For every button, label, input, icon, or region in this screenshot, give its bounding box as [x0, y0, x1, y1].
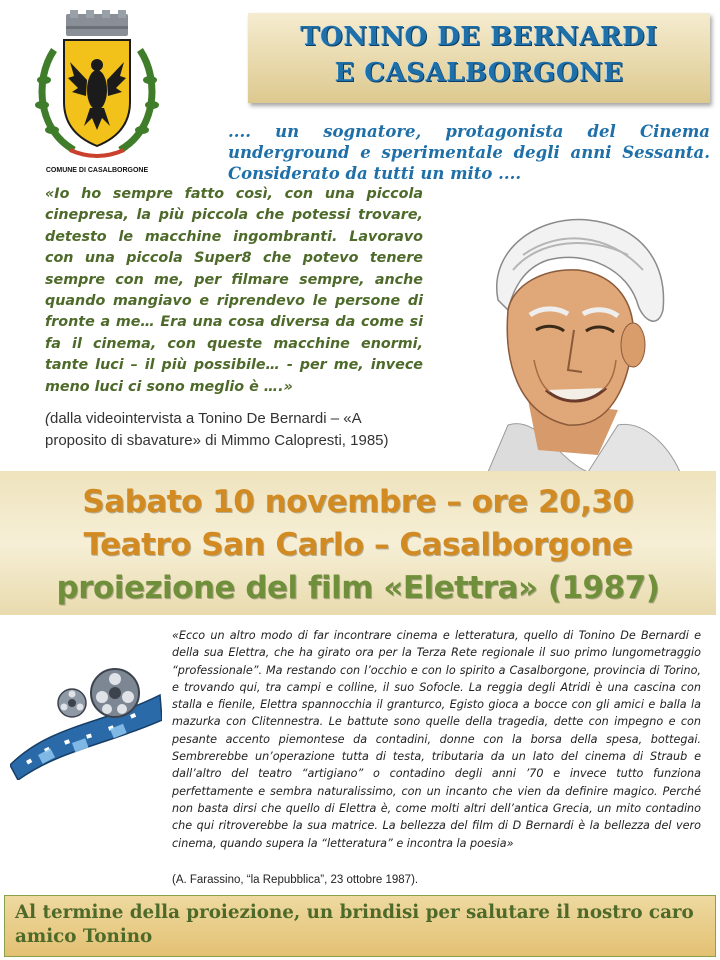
tagline: .... un sognatore, protagonista del Cinema underground e sperimentale degli anni Sessanta. Considerato da tutti un mito ....	[228, 122, 710, 183]
event-date: Sabato 10 novembre – ore 20,30	[82, 484, 634, 520]
film-reel-icon	[10, 665, 162, 780]
quote-source-paren: (	[45, 410, 50, 427]
title-line-1: TONINO DE BERNARDI	[300, 22, 658, 52]
quote-source-text: dalla videointervista a Tonino De Bernardi – «A proposito di sbavature» di Mimmo Calopresti, 1985)	[45, 410, 389, 449]
title-banner	[248, 13, 710, 103]
town-crest	[34, 10, 160, 180]
film-review: «Ecco un altro modo di far incontrare cinema e letteratura, quello di Tonino De Bernardi e della sua Elettra, che ha girato ora per la Terza Rete regionale il suo primo lungometraggio “professionale”. Ma restando con l’occhio e con lo spirito a Casalborgone, provincia di Torino, e trovando qui, tra campi e colline, il suo Sofocle. La reggia degli Atridi è una cascina con stalla e fienile, Elettra spannocchia il granturco, Egisto gioca a bocce con gli amici e balla la mazurka con Clitennestra. Le battute sono quelle della tragedia, dette con impegno e con pesante accento piemontese da contadini, donne con la borsa della spesa, bottegai. Sembrerebbe un’operazione tutta di testa, tributaria da un lato del cinema di Straub e dall’altro del teatro “artigiano” o contadino degli anni ’70 e invece tutto funziona perfettamente e sembra naturalissimo, con un incanto che vien da definire magico. Perché non basta dirsi che quello di Elettra è, come molti altri dell’antica Grecia, un mito contadino che qui ritroverebbe la sua matrice. La bellezza del film di D Bernardi è la bellezza del vero cinema, quando supera la “letteratura” e incontra la poesia»	[172, 629, 701, 850]
interview-quote: «Io ho sempre fatto così, con una piccola cinepresa, la più piccola che potessi trovare, detesto le macchine ingombranti. Lavoravo con una piccola Super8 che potevo tenere sempre con me, per filmare sempre, anche quando mangiavo e riprendevo le persone di fronte a me… Era una cosa diversa da come si fa il cinema, con queste macchine enormi, tante luci – il più possibile… - per me, invece meno luci ci sono meglio è ….»	[45, 186, 423, 395]
title-line-2: E CASALBORGONE	[334, 58, 624, 88]
event-venue: Teatro San Carlo – Casalborgone	[83, 527, 633, 563]
footer-text: Al termine della proiezione, un brindisi per salutare il nostro caro amico Tonino	[15, 902, 694, 947]
event-film: proiezione del film «Elettra» (1987)	[56, 570, 660, 606]
footer-banner	[4, 895, 716, 957]
review-source: (A. Farassino, “la Repubblica”, 23 ottobre 1987).	[172, 874, 419, 886]
event-banner	[0, 471, 716, 615]
quote-source	[45, 408, 423, 452]
portrait-image	[468, 210, 680, 472]
crest-caption: COMUNE DI CASALBORGONE	[45, 167, 149, 174]
crest-emblem	[34, 10, 160, 168]
